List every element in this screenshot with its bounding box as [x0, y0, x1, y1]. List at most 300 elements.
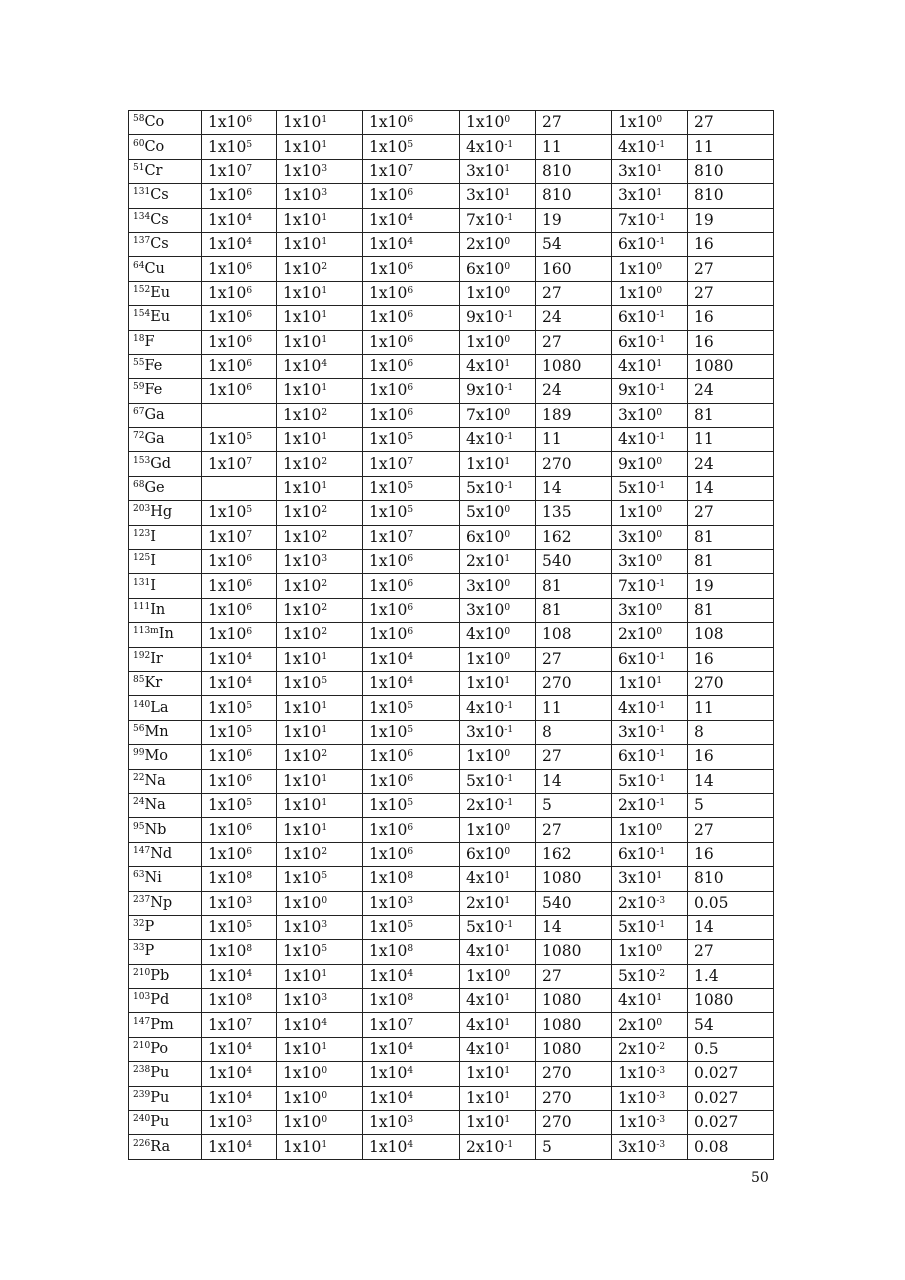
- element-symbol: Eu: [150, 309, 171, 326]
- value-exponent: 1: [504, 359, 511, 370]
- cell-col-5: [460, 793, 536, 817]
- table-row: [129, 257, 774, 281]
- value-base: 5x10: [466, 918, 505, 937]
- cell-col-8: 0.5: [688, 1037, 774, 1061]
- value-exponent: 7: [407, 163, 414, 174]
- cell-col-8: 27: [688, 818, 774, 842]
- table-row: [129, 306, 774, 330]
- element-symbol: Cu: [144, 260, 165, 277]
- value-base: 1x10: [369, 1015, 408, 1034]
- value-base: 6x10: [618, 308, 657, 327]
- cell-col-2: [202, 769, 277, 793]
- value-base: 1x10: [283, 405, 322, 424]
- cell-col-6: 19: [536, 208, 612, 232]
- value-base: 3x10: [618, 1137, 657, 1156]
- value-exponent: 1: [504, 1090, 511, 1101]
- value-exponent: 3: [321, 920, 328, 931]
- table-row: [129, 379, 774, 403]
- cell-col-3: [277, 306, 363, 330]
- cell-col-6: 5: [536, 1135, 612, 1159]
- cell-col-2: [202, 428, 277, 452]
- value-exponent: 6: [407, 334, 414, 345]
- value-base: 1x10: [466, 454, 505, 473]
- element-symbol: Po: [150, 1041, 169, 1058]
- value-exponent: 0: [656, 627, 663, 638]
- cell-col-4: [363, 891, 460, 915]
- cell-col-3: [277, 111, 363, 135]
- value-exponent: 4: [246, 1042, 253, 1053]
- cell-col-3: [277, 745, 363, 769]
- cell-col-7: [612, 403, 688, 427]
- value-exponent: 0: [656, 529, 663, 540]
- cell-col-5: [460, 476, 536, 500]
- value-base: 1x10: [283, 161, 322, 180]
- value-base: 2x10: [618, 796, 657, 815]
- value-exponent: 1: [504, 188, 511, 199]
- mass-number: 240: [133, 1114, 151, 1125]
- value-base: 3x10: [618, 161, 657, 180]
- value-base: 1x10: [369, 186, 408, 205]
- value-base: 1x10: [369, 503, 408, 522]
- cell-nuclide: [129, 745, 202, 769]
- value-exponent: 6: [246, 115, 253, 126]
- cell-nuclide: [129, 232, 202, 256]
- element-symbol: Ir: [150, 650, 163, 667]
- value-base: 1x10: [208, 332, 247, 351]
- cell-col-4: [363, 696, 460, 720]
- value-exponent: 1: [321, 651, 328, 662]
- value-exponent: 4: [246, 237, 253, 248]
- value-exponent: 3: [321, 163, 328, 174]
- cell-col-3: [277, 1135, 363, 1159]
- value-base: 1x10: [369, 966, 408, 985]
- cell-col-4: [363, 1135, 460, 1159]
- cell-col-8: 24: [688, 379, 774, 403]
- cell-col-6: 270: [536, 1086, 612, 1110]
- value-base: 3x10: [618, 869, 657, 888]
- value-exponent: 1: [321, 139, 328, 150]
- value-exponent: -3: [656, 1115, 666, 1126]
- value-exponent: 6: [407, 627, 414, 638]
- cell-col-8: 0.027: [688, 1086, 774, 1110]
- cell-col-5: [460, 232, 536, 256]
- value-exponent: 0: [504, 846, 511, 857]
- value-exponent: -1: [656, 334, 666, 345]
- value-exponent: 4: [246, 1139, 253, 1150]
- cell-col-3: [277, 476, 363, 500]
- mass-number: 111: [133, 602, 151, 612]
- value-exponent: 8: [407, 871, 414, 882]
- value-exponent: -1: [656, 920, 666, 931]
- value-exponent: 1: [321, 285, 328, 296]
- cell-nuclide: [129, 964, 202, 988]
- value-base: 1x10: [208, 625, 247, 644]
- value-exponent: 0: [504, 407, 511, 418]
- value-base: 1x10: [369, 210, 408, 229]
- cell-col-6: 1080: [536, 989, 612, 1013]
- value-base: 1x10: [283, 259, 322, 278]
- cell-nuclide: [129, 940, 202, 964]
- cell-col-6: 11: [536, 696, 612, 720]
- value-exponent: 6: [407, 846, 414, 857]
- value-base: 4x10: [466, 1040, 505, 1059]
- cell-col-5: [460, 330, 536, 354]
- cell-col-4: [363, 330, 460, 354]
- cell-col-2: [202, 135, 277, 159]
- value-exponent: 0: [321, 895, 328, 906]
- value-exponent: 2: [321, 529, 328, 540]
- cell-col-6: 11: [536, 428, 612, 452]
- value-base: 7x10: [618, 210, 657, 229]
- cell-nuclide: [129, 281, 202, 305]
- cell-col-7: [612, 964, 688, 988]
- value-exponent: 5: [321, 871, 328, 882]
- mass-number: 60: [133, 138, 145, 149]
- table-row: [129, 428, 774, 452]
- cell-col-8: 27: [688, 281, 774, 305]
- value-exponent: 6: [407, 285, 414, 296]
- value-base: 9x10: [466, 381, 505, 400]
- value-base: 1x10: [208, 308, 247, 327]
- value-exponent: -1: [656, 237, 666, 248]
- mass-number: 56: [133, 723, 145, 734]
- mass-number: 154: [133, 309, 151, 320]
- value-base: 2x10: [466, 893, 505, 912]
- value-exponent: 4: [246, 212, 253, 223]
- cell-nuclide: [129, 501, 202, 525]
- value-exponent: 4: [407, 676, 414, 687]
- value-base: 1x10: [208, 161, 247, 180]
- cell-col-4: [363, 452, 460, 476]
- value-base: 1x10: [369, 332, 408, 351]
- value-base: 2x10: [618, 1015, 657, 1034]
- value-exponent: 5: [407, 481, 414, 492]
- cell-nuclide: [129, 1013, 202, 1037]
- cell-col-7: [612, 745, 688, 769]
- cell-col-2: [202, 818, 277, 842]
- value-base: 1x10: [369, 747, 408, 766]
- table-row: [129, 208, 774, 232]
- element-symbol: Pu: [150, 1089, 170, 1106]
- value-base: 1x10: [369, 991, 408, 1010]
- element-symbol: Mo: [144, 748, 169, 765]
- value-exponent: 0: [504, 603, 511, 613]
- value-exponent: 3: [246, 895, 253, 906]
- value-base: 5x10: [466, 479, 505, 498]
- table-row: [129, 525, 774, 549]
- cell-col-6: 27: [536, 647, 612, 671]
- cell-col-3: [277, 964, 363, 988]
- cell-nuclide: [129, 915, 202, 939]
- cell-col-6: 27: [536, 964, 612, 988]
- cell-col-5: [460, 647, 536, 671]
- cell-col-7: [612, 623, 688, 647]
- value-exponent: 1: [321, 237, 328, 248]
- value-exponent: 0: [656, 944, 663, 955]
- value-base: 1x10: [208, 966, 247, 985]
- value-exponent: 5: [246, 798, 253, 809]
- cell-col-5: [460, 598, 536, 622]
- cell-col-4: [363, 379, 460, 403]
- cell-col-5: [460, 501, 536, 525]
- cell-col-7: [612, 257, 688, 281]
- cell-col-7: [612, 330, 688, 354]
- cell-col-3: [277, 818, 363, 842]
- mass-number: 24: [133, 797, 145, 808]
- value-base: 3x10: [466, 186, 505, 205]
- cell-col-3: [277, 1111, 363, 1135]
- value-exponent: 6: [246, 261, 253, 272]
- value-exponent: 6: [407, 407, 414, 418]
- value-base: 1x10: [208, 503, 247, 522]
- value-base: 4x10: [618, 430, 657, 449]
- cell-col-2: [202, 598, 277, 622]
- value-base: 1x10: [369, 527, 408, 546]
- mass-number: 125: [133, 553, 151, 564]
- value-base: 9x10: [618, 381, 657, 400]
- cell-col-3: [277, 598, 363, 622]
- value-exponent: 0: [504, 529, 511, 540]
- cell-col-5: [460, 428, 536, 452]
- cell-col-6: 1080: [536, 940, 612, 964]
- cell-nuclide: [129, 428, 202, 452]
- cell-col-2: [202, 330, 277, 354]
- value-base: 1x10: [283, 527, 322, 546]
- value-base: 3x10: [466, 601, 505, 619]
- cell-col-5: [460, 842, 536, 866]
- cell-col-4: [363, 1062, 460, 1086]
- element-symbol: Kr: [144, 675, 163, 692]
- cell-col-3: [277, 184, 363, 208]
- cell-col-6: 162: [536, 842, 612, 866]
- value-exponent: 2: [321, 261, 328, 272]
- value-exponent: 6: [246, 383, 253, 394]
- element-symbol: Mn: [144, 723, 169, 740]
- cell-col-5: [460, 306, 536, 330]
- element-symbol: I: [150, 528, 156, 545]
- cell-col-6: 1080: [536, 1013, 612, 1037]
- cell-col-2: [202, 379, 277, 403]
- value-base: 6x10: [618, 649, 657, 668]
- value-base: 1x10: [283, 332, 322, 351]
- value-exponent: 6: [407, 261, 414, 272]
- mass-number: 210: [133, 967, 151, 978]
- cell-col-8: 81: [688, 525, 774, 549]
- value-base: 1x10: [369, 161, 408, 180]
- value-base: 1x10: [466, 283, 505, 302]
- cell-col-4: [363, 111, 460, 135]
- element-symbol: Ga: [144, 406, 165, 423]
- table-row: [129, 1037, 774, 1061]
- cell-col-5: [460, 1037, 536, 1061]
- value-base: 1x10: [283, 674, 322, 693]
- cell-col-5: [460, 1013, 536, 1037]
- cell-col-5: [460, 891, 536, 915]
- value-base: 6x10: [618, 235, 657, 254]
- table-row: [129, 330, 774, 354]
- cell-col-7: [612, 769, 688, 793]
- cell-col-2: [202, 1062, 277, 1086]
- cell-col-5: [460, 111, 536, 135]
- table-row: [129, 476, 774, 500]
- cell-col-3: [277, 330, 363, 354]
- cell-col-2: [202, 208, 277, 232]
- cell-col-6: 270: [536, 1062, 612, 1086]
- value-exponent: 0: [504, 627, 511, 638]
- value-exponent: 0: [656, 1017, 663, 1028]
- value-exponent: 5: [321, 944, 328, 955]
- value-exponent: 8: [246, 944, 253, 955]
- cell-col-8: 14: [688, 476, 774, 500]
- value-exponent: 6: [246, 285, 253, 296]
- value-base: 5x10: [618, 479, 657, 498]
- value-base: 2x10: [618, 625, 657, 644]
- cell-col-5: [460, 403, 536, 427]
- value-base: 2x10: [466, 796, 505, 815]
- cell-col-2: [202, 354, 277, 378]
- value-exponent: 0: [504, 237, 511, 248]
- cell-col-8: 1.4: [688, 964, 774, 988]
- cell-col-4: [363, 915, 460, 939]
- value-exponent: 6: [407, 359, 414, 370]
- cell-col-2: [202, 501, 277, 525]
- value-exponent: 0: [656, 505, 663, 516]
- cell-col-3: [277, 379, 363, 403]
- value-exponent: -1: [656, 846, 666, 857]
- cell-col-5: [460, 915, 536, 939]
- value-base: 1x10: [369, 405, 408, 424]
- cell-col-8: 0.08: [688, 1135, 774, 1159]
- cell-col-7: [612, 696, 688, 720]
- cell-col-5: [460, 745, 536, 769]
- value-base: 5x10: [466, 771, 505, 790]
- element-symbol: Nd: [150, 845, 173, 862]
- table-row: [129, 696, 774, 720]
- mass-number: 55: [133, 358, 145, 369]
- table-row: [129, 135, 774, 159]
- cell-col-7: [612, 915, 688, 939]
- value-exponent: 1: [321, 432, 328, 443]
- value-exponent: 6: [246, 310, 253, 321]
- cell-col-2: [202, 915, 277, 939]
- mass-number: 153: [133, 455, 151, 466]
- cell-nuclide: [129, 842, 202, 866]
- cell-col-4: [363, 281, 460, 305]
- value-exponent: 1: [321, 1139, 328, 1150]
- value-exponent: 1: [321, 968, 328, 979]
- table-row: [129, 232, 774, 256]
- mass-number: 58: [133, 114, 145, 125]
- cell-col-5: [460, 257, 536, 281]
- cell-col-7: [612, 501, 688, 525]
- cell-col-2: [202, 671, 277, 695]
- cell-col-8: 11: [688, 135, 774, 159]
- cell-col-7: [612, 135, 688, 159]
- value-exponent: 6: [407, 773, 414, 784]
- value-exponent: -3: [656, 1139, 666, 1150]
- value-base: 1x10: [208, 1064, 247, 1083]
- mass-number: 147: [133, 845, 151, 856]
- value-exponent: 6: [246, 334, 253, 345]
- cell-col-4: [363, 867, 460, 891]
- value-exponent: 5: [246, 700, 253, 711]
- value-exponent: 1: [321, 822, 328, 833]
- value-base: 1x10: [208, 649, 247, 668]
- cell-nuclide: [129, 184, 202, 208]
- cell-col-4: [363, 232, 460, 256]
- cell-col-2: [202, 232, 277, 256]
- element-symbol: Cs: [150, 211, 169, 228]
- cell-col-2: [202, 403, 277, 427]
- cell-col-2: [202, 867, 277, 891]
- mass-number: 137: [133, 236, 151, 247]
- cell-nuclide: [129, 257, 202, 281]
- value-base: 3x10: [618, 186, 657, 205]
- value-exponent: 3: [321, 993, 328, 1004]
- value-base: 1x10: [369, 479, 408, 498]
- cell-col-2: [202, 281, 277, 305]
- cell-col-2: [202, 306, 277, 330]
- value-base: 1x10: [283, 893, 322, 912]
- value-exponent: -1: [504, 920, 514, 931]
- cell-col-4: [363, 184, 460, 208]
- value-exponent: 5: [407, 139, 414, 150]
- cell-col-5: [460, 769, 536, 793]
- value-exponent: 5: [246, 724, 253, 735]
- mass-number: 72: [133, 431, 145, 442]
- cell-col-6: 1080: [536, 1037, 612, 1061]
- value-exponent: 1: [321, 798, 328, 809]
- mass-number: 131: [133, 187, 151, 198]
- cell-col-2: [202, 745, 277, 769]
- value-exponent: 1: [504, 993, 511, 1004]
- cell-col-2: [202, 550, 277, 574]
- value-base: 1x10: [208, 991, 247, 1010]
- value-base: 5x10: [618, 918, 657, 937]
- cell-col-8: 81: [688, 550, 774, 574]
- value-exponent: 1: [504, 1017, 511, 1028]
- value-exponent: 1: [656, 163, 663, 174]
- cell-col-4: [363, 354, 460, 378]
- cell-nuclide: [129, 671, 202, 695]
- table-row: [129, 574, 774, 598]
- value-exponent: 5: [321, 676, 328, 687]
- value-base: 1x10: [466, 1113, 505, 1132]
- cell-col-5: [460, 379, 536, 403]
- value-base: 4x10: [466, 625, 505, 644]
- cell-col-7: [612, 940, 688, 964]
- value-exponent: 0: [321, 1090, 328, 1101]
- cell-col-2: [202, 1013, 277, 1037]
- value-exponent: 1: [321, 481, 328, 492]
- value-base: 4x10: [466, 991, 505, 1010]
- cell-col-3: [277, 232, 363, 256]
- cell-col-4: [363, 525, 460, 549]
- cell-nuclide: [129, 598, 202, 622]
- value-exponent: 5: [407, 700, 414, 711]
- value-base: 1x10: [208, 844, 247, 863]
- cell-col-5: [460, 281, 536, 305]
- cell-col-5: [460, 818, 536, 842]
- table-row: [129, 452, 774, 476]
- value-exponent: 6: [246, 603, 253, 613]
- value-base: 7x10: [618, 576, 657, 595]
- element-symbol: Ge: [144, 480, 165, 497]
- value-base: 1x10: [369, 674, 408, 693]
- cell-col-2: [202, 891, 277, 915]
- element-symbol: F: [144, 333, 155, 350]
- value-exponent: 6: [407, 383, 414, 394]
